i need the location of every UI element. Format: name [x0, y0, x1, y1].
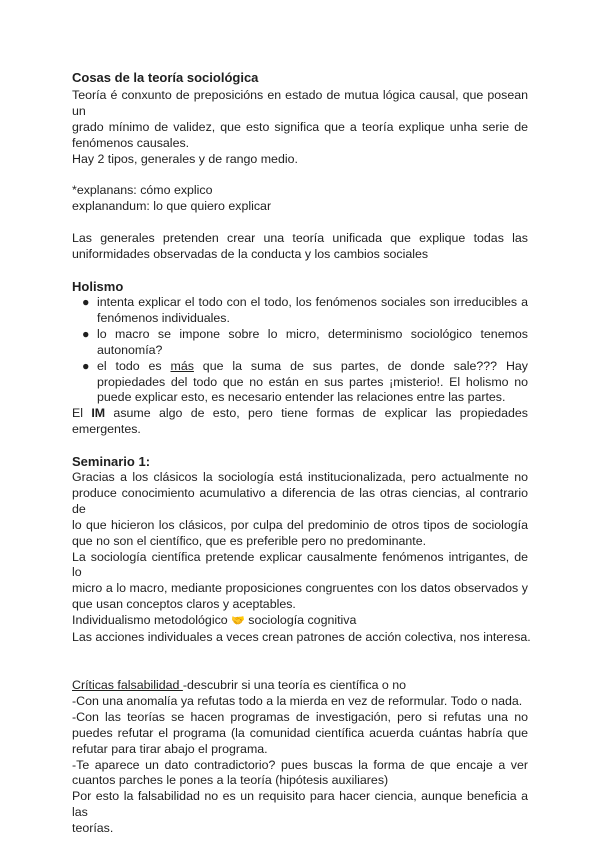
- holismo-bullet: [72, 295, 528, 327]
- holismo-bullet: [72, 359, 528, 407]
- seminario-line: que usan conceptos claros y aceptables.: [72, 597, 296, 612]
- seminario-heading: Seminario 1:: [72, 454, 151, 470]
- text-run: que la suma de sus partes, de donde sale??? Hay: [193, 358, 528, 373]
- document-page: [72, 70, 531, 837]
- criticas-line: -Con las teorías se hacen programas de investigación, pero si refutas una no: [72, 709, 528, 724]
- bullet-line: intenta explicar el todo con el todo, los fenómenos sociales son irreducibles a: [97, 294, 528, 309]
- criticas-line: [72, 678, 528, 694]
- seminario-line: produce conocimiento acumulativo a diferencia de las otras ciencias, al contrario de: [72, 485, 528, 516]
- bullet-line: puede explicar esto, es necesario entender las relaciones entre las partes.: [97, 390, 506, 405]
- seminario-line: La sociología científica pretende explicar causalmente fenómenos intrigantes, de lo: [72, 549, 528, 580]
- criticas-line: -Con una anomalía ya refutas todo a la mierda en vez de reformular. Todo o nada.: [72, 693, 523, 708]
- intro-line: Teoría é conxunto de preposicións en estado de mutua lógica causal, que posean un: [72, 87, 528, 118]
- text-run: -descubrir si una teoría es científica o no: [182, 678, 407, 692]
- bullet-line: fenómenos individuales.: [97, 310, 230, 325]
- handshake-icon: 🤝: [231, 615, 245, 628]
- criticas-line: refutar para tirar abajo el programa.: [72, 741, 268, 756]
- im-line: emergentes.: [72, 422, 141, 437]
- im-bold: IM: [91, 406, 106, 421]
- holismo-bullet: [72, 327, 528, 359]
- generales-line: uniformidades observadas de la conducta y los cambios sociales: [72, 247, 429, 262]
- criticas-line: -Te aparece un dato contradictorio? pues buscas la forma de que encaje a ver: [72, 757, 528, 772]
- text-run: sociología cognitiva: [244, 613, 357, 628]
- bullet-line: [97, 359, 528, 375]
- bullet-line: lo macro se impone sobre lo micro, determinismo sociológico tenemos: [97, 326, 528, 341]
- seminario-line: que no son el científico, que es preferible pero no predominante.: [72, 533, 427, 548]
- criticas-label: Críticas falsabilidad: [72, 678, 183, 692]
- text-run: asume algo de esto, pero tiene formas de explicar las propiedades: [105, 406, 528, 421]
- text-run: El: [72, 406, 92, 421]
- intro-line: grado mínimo de validez, que esto significa que a teoría explique unha serie de: [72, 119, 528, 134]
- explanandum-line: explanandum: lo que quiero explicar: [72, 199, 272, 214]
- generales-line: Las generales pretenden crear una teoría unificada que explique todas las: [72, 231, 528, 246]
- underlined-word: más: [170, 358, 194, 373]
- holismo-heading: Holismo: [72, 279, 124, 295]
- text-run: Individualismo metodológico: [72, 613, 232, 628]
- im-line: [72, 406, 528, 422]
- seminario-line: Gracias a los clásicos la sociología está institucionalizada, pero actualmente no: [72, 470, 528, 485]
- explanans-line: *explanans: cómo explico: [72, 183, 213, 198]
- criticas-line: Por esto la falsabilidad no es un requisito para hacer ciencia, aunque beneficia a las: [72, 789, 528, 820]
- bullet-marker: ●: [82, 358, 90, 373]
- seminario-line: micro a lo macro, mediante proposiciones congruentes con los datos observados y: [72, 581, 528, 596]
- criticas-line: puedes refutar el programa (la comunidad científica acuerda cuántas habría que: [72, 725, 528, 740]
- bullet-marker: ●: [82, 294, 90, 309]
- criticas-line: cuantos parches le pones a la teoría (hipótesis auxiliares): [72, 773, 389, 788]
- acciones-line: Las acciones individuales a veces crean patrones de acción colectiva, nos interesa.: [72, 630, 531, 645]
- text-run: el todo es: [97, 358, 171, 373]
- bullet-line: propiedades del todo que no están en sus partes ¡misterio!. El holismo no: [97, 374, 528, 389]
- criticas-line: teorías.: [72, 821, 114, 836]
- document-title: Cosas de la teoría sociológica: [72, 70, 259, 85]
- types-line: Hay 2 tipos, generales y de rango medio.: [72, 151, 298, 166]
- bullet-line: autonomía?: [97, 342, 163, 357]
- intro-line: fenómenos causales.: [72, 135, 190, 150]
- bullet-marker: ●: [82, 326, 90, 341]
- seminario-line: lo que hicieron los clásicos, por culpa del predominio de otros tipos de sociología: [72, 517, 528, 532]
- individualismo-line: [72, 613, 528, 630]
